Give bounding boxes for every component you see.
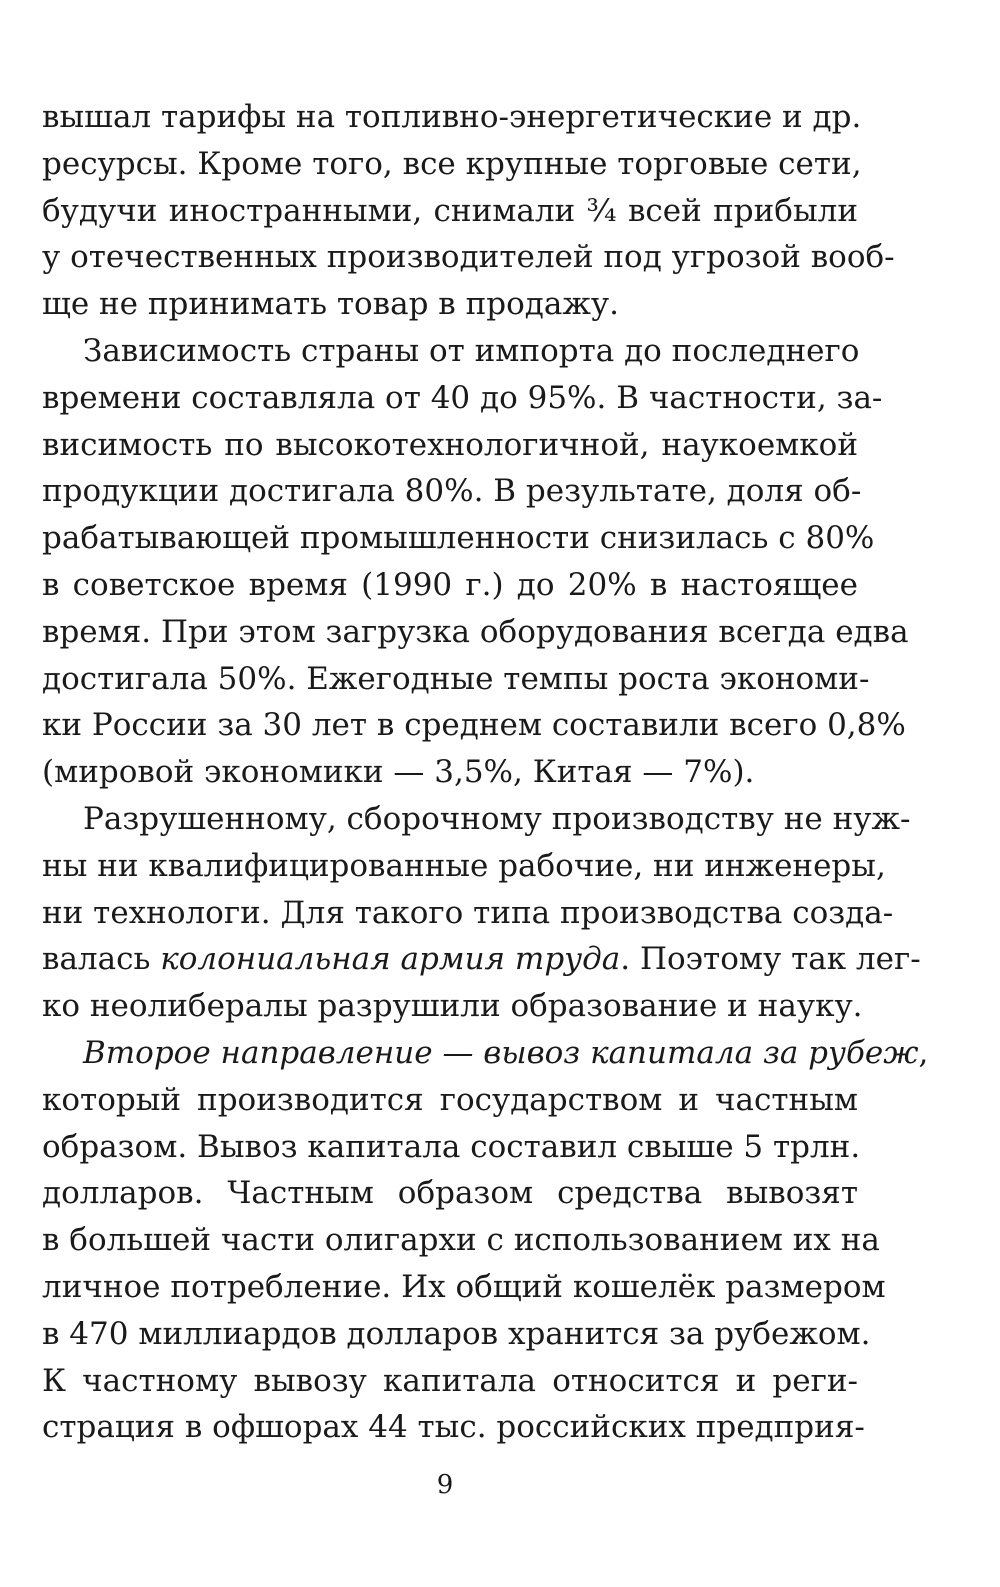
text-line: долларов. Частным образом средства вывозят xyxy=(42,1175,858,1212)
text-line: в советское время (1990 г.) до 20% в настоящее xyxy=(42,566,858,603)
text-line: ресурсы. Кроме того, все крупные торговые сети, xyxy=(42,145,862,182)
text-line xyxy=(42,936,921,983)
text-line: страция в офшорах 44 тыс. российских предприя- xyxy=(42,1409,865,1446)
italic-emphasis: колониальная армия труда xyxy=(160,941,621,978)
text-run: валась xyxy=(42,941,161,978)
text-line: ны ни квалифицированные рабочие, ни инженеры, xyxy=(42,847,886,884)
text-line: который производится государством и частным xyxy=(42,1081,858,1118)
text-line: Разрушенному, сборочному производству не нуж- xyxy=(83,800,911,837)
text-line: вышал тарифы на топливно-энергетические и др. xyxy=(42,99,862,135)
text-run: , xyxy=(918,1034,929,1071)
text-line: время. При этом загрузка оборудования всегда едва xyxy=(42,613,909,650)
text-line: образом. Вывоз капитала составил свыше 5 трлн. xyxy=(42,1128,861,1165)
page-number: 9 xyxy=(436,1470,454,1500)
text-line: ни технологи. Для такого типа производства созда- xyxy=(42,894,894,931)
text-line: ко неолибералы разрушили образование и науку. xyxy=(42,988,863,1025)
text-line: К частному вывозу капитала относится и реги- xyxy=(42,1362,858,1399)
text-line: ще не принимать товар в продажу. xyxy=(42,286,619,323)
text-line: Зависимость страны от импорта до последнего xyxy=(83,332,860,369)
text-line: висимость по высокотехнологичной, наукоемкой xyxy=(42,426,858,463)
book-page-text xyxy=(42,94,929,1451)
text-line: в 470 миллиардов долларов хранится за рубежом. xyxy=(42,1315,871,1352)
paragraph xyxy=(42,328,909,796)
text-line: рабатывающей промышленности снизилась с 80% xyxy=(42,520,875,557)
paragraph xyxy=(42,796,921,1030)
italic-emphasis: Второе направление — вывоз капитала за рубеж xyxy=(83,1034,919,1071)
text-line: (мировой экономики — 3,5%, Китая — 7%). xyxy=(42,754,755,791)
text-line xyxy=(42,1030,929,1077)
text-line: будучи иностранными, снимали ¾ всей прибыли xyxy=(42,192,858,229)
paragraph xyxy=(42,1030,929,1451)
text-line: в большей части олигархи с использованием их на xyxy=(42,1222,880,1259)
paragraph xyxy=(42,94,895,328)
text-line: достигала 50%. Ежегодные темпы роста экономи- xyxy=(42,660,870,697)
text-line: у отечественных производителей под угрозой вооб- xyxy=(42,239,895,276)
text-line: личное потребление. Их общий кошелёк размером xyxy=(42,1268,886,1305)
text-line: ки России за 30 лет в среднем составили всего 0,8% xyxy=(42,707,906,744)
text-line: продукции достигала 80%. В результате, доля об- xyxy=(42,473,862,510)
text-line: времени составляла от 40 до 95%. В частности, за- xyxy=(42,379,883,416)
text-run: . Поэтому так лег- xyxy=(620,941,921,978)
